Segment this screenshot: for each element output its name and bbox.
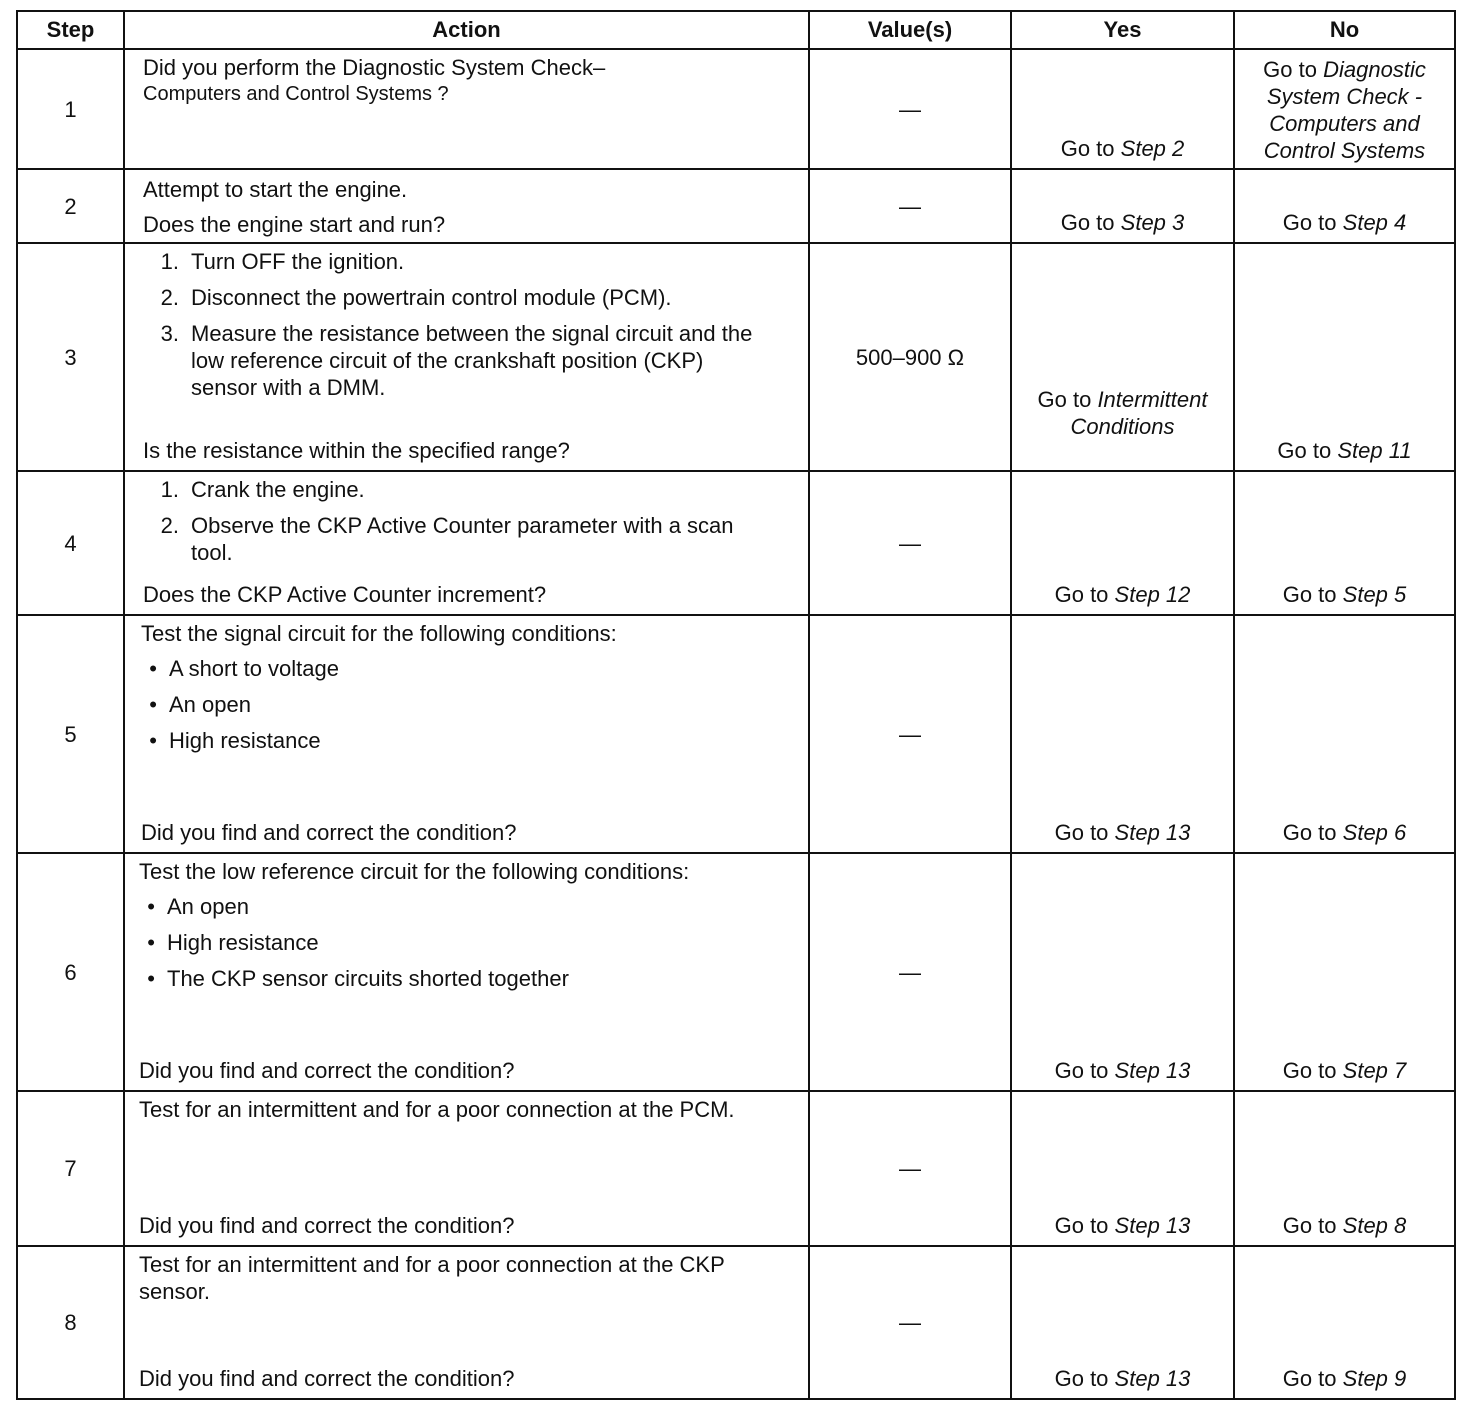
goto-link (1235, 581, 1454, 614)
goto-prefix: Go to (1054, 1366, 1109, 1391)
step-number: 4 (17, 471, 124, 615)
goto-link (1235, 1212, 1454, 1245)
list-number: 1. (160, 477, 179, 502)
list-item (133, 320, 800, 401)
goto-prefix: Go to (1054, 820, 1109, 845)
list-item (139, 965, 800, 992)
action-text: Test the low reference circuit for the following conditions: (139, 859, 690, 884)
no-cell (1234, 169, 1455, 243)
goto-prefix: Go to (1277, 438, 1332, 463)
goto-prefix: Go to (1282, 820, 1337, 845)
action-cell (124, 471, 809, 615)
list-text: Measure the resistance between the signal circuit and the low reference circuit of the crankshaft position (CKP) sensor with a DMM. (191, 321, 753, 400)
header-yes: Yes (1011, 11, 1234, 49)
no-cell (1234, 471, 1455, 615)
value-cell: — (809, 1246, 1011, 1399)
action-text: Test for an intermittent and for a poor connection at the CKP sensor. (139, 1252, 725, 1304)
yes-cell (1011, 169, 1234, 243)
goto-link (1235, 437, 1454, 470)
no-cell (1234, 1246, 1455, 1399)
goto-prefix: Go to (1282, 210, 1337, 235)
header-row (17, 11, 1455, 49)
list-text: Observe the CKP Active Counter parameter with a scan tool. (191, 513, 734, 565)
action-question: Did you find and correct the condition? (141, 820, 517, 845)
value-cell: — (809, 615, 1011, 853)
value-cell: 500–900 Ω (809, 243, 1011, 471)
table-row (17, 243, 1455, 471)
action-text: Computers and Control Systems ? (143, 83, 449, 105)
goto-prefix: Go to (1263, 57, 1317, 82)
no-cell (1234, 243, 1455, 471)
goto-ref: Step 13 (1114, 1213, 1191, 1238)
list-text: Crank the engine. (191, 477, 365, 502)
list-number: 2. (160, 285, 179, 310)
action-cell (124, 1246, 809, 1399)
goto-link (1012, 1212, 1233, 1245)
goto-link (1235, 50, 1454, 168)
header-no: No (1234, 11, 1455, 49)
list-item (133, 248, 800, 275)
goto-link (1235, 209, 1454, 242)
goto-ref: Diagnostic System Check - Computers and Control Systems (1263, 57, 1426, 163)
goto-ref: Step 9 (1342, 1366, 1407, 1391)
no-cell (1234, 853, 1455, 1091)
action-question: Does the CKP Active Counter increment? (143, 582, 547, 607)
goto-ref: Step 13 (1114, 820, 1191, 845)
goto-ref: Step 11 (1337, 438, 1412, 463)
header-action: Action (124, 11, 809, 49)
goto-link (1012, 209, 1233, 242)
action-cell (124, 615, 809, 853)
action-text: Attempt to start the engine. (143, 177, 408, 202)
yes-cell (1011, 471, 1234, 615)
goto-ref: Step 13 (1114, 1058, 1191, 1083)
step-number: 7 (17, 1091, 124, 1246)
list-item (141, 655, 800, 682)
table-row (17, 853, 1455, 1091)
list-text: An open (167, 894, 249, 919)
goto-link (1012, 1365, 1233, 1398)
goto-prefix: Go to (1054, 1058, 1109, 1083)
action-question: Is the resistance within the specified range? (143, 438, 570, 463)
goto-ref: Step 4 (1342, 210, 1407, 235)
yes-cell (1011, 1246, 1234, 1399)
step-number: 8 (17, 1246, 124, 1399)
list-item (141, 691, 800, 718)
goto-prefix: Go to (1282, 582, 1337, 607)
yes-cell (1011, 853, 1234, 1091)
action-question: Did you find and correct the condition? (139, 1058, 515, 1083)
action-question: Does the engine start and run? (143, 212, 446, 237)
list-text: Disconnect the powertrain control module (PCM). (191, 285, 672, 310)
goto-link (1235, 1057, 1454, 1090)
action-text: Did you perform the Diagnostic System Check– (143, 55, 606, 80)
list-text: A short to voltage (169, 656, 339, 681)
list-text: Turn OFF the ignition. (191, 249, 405, 274)
action-cell (124, 1091, 809, 1246)
goto-link (1012, 581, 1233, 614)
goto-link (1012, 1057, 1233, 1090)
goto-prefix: Go to (1037, 387, 1092, 412)
step-number: 3 (17, 243, 124, 471)
list-text: High resistance (169, 728, 321, 753)
table-row (17, 49, 1455, 169)
list-number: 1. (160, 249, 179, 274)
list-item (139, 929, 800, 956)
action-cell (124, 853, 809, 1091)
yes-cell (1011, 49, 1234, 169)
list-number: 2. (160, 513, 179, 538)
action-cell (124, 169, 809, 243)
bullet: • (149, 692, 157, 717)
yes-cell (1011, 243, 1234, 471)
goto-ref: Step 13 (1114, 1366, 1191, 1391)
no-cell (1234, 1091, 1455, 1246)
yes-cell (1011, 615, 1234, 853)
goto-prefix: Go to (1060, 136, 1115, 161)
goto-ref: Step 5 (1342, 582, 1407, 607)
goto-ref: Step 6 (1342, 820, 1407, 845)
action-cell (124, 243, 809, 471)
no-cell (1234, 49, 1455, 169)
step-number: 1 (17, 49, 124, 169)
goto-ref: Step 7 (1342, 1058, 1407, 1083)
goto-link (1012, 819, 1233, 852)
goto-link (1235, 1365, 1454, 1398)
list-text: An open (169, 692, 251, 717)
value-cell: — (809, 853, 1011, 1091)
value-cell: — (809, 49, 1011, 169)
action-text: Test for an intermittent and for a poor connection at the PCM. (139, 1097, 735, 1122)
yes-cell (1011, 1091, 1234, 1246)
goto-prefix: Go to (1060, 210, 1115, 235)
bullet: • (147, 930, 155, 955)
list-item (133, 284, 800, 311)
value-cell: — (809, 1091, 1011, 1246)
table-row (17, 471, 1455, 615)
diagnostic-table (16, 10, 1456, 1400)
list-text: High resistance (167, 930, 319, 955)
goto-ref: Step 8 (1342, 1213, 1407, 1238)
value-cell: — (809, 169, 1011, 243)
action-question: Did you find and correct the condition? (139, 1366, 515, 1391)
header-values: Value(s) (809, 11, 1011, 49)
table-row (17, 169, 1455, 243)
bullet: • (147, 894, 155, 919)
no-cell (1234, 615, 1455, 853)
goto-prefix: Go to (1054, 1213, 1109, 1238)
bullet: • (149, 728, 157, 753)
list-text: The CKP sensor circuits shorted together (167, 966, 569, 991)
list-item (133, 476, 800, 503)
action-question: Did you find and correct the condition? (139, 1213, 515, 1238)
step-number: 2 (17, 169, 124, 243)
table-row (17, 1246, 1455, 1399)
step-number: 5 (17, 615, 124, 853)
list-item (141, 727, 800, 754)
table-row (17, 615, 1455, 853)
value-cell: — (809, 471, 1011, 615)
bullet: • (149, 656, 157, 681)
goto-prefix: Go to (1282, 1058, 1337, 1083)
goto-link (1235, 819, 1454, 852)
goto-ref: Step 2 (1120, 136, 1185, 161)
step-number: 6 (17, 853, 124, 1091)
list-item (133, 512, 800, 566)
table-row (17, 1091, 1455, 1246)
action-text: Test the signal circuit for the following conditions: (141, 621, 617, 646)
goto-link (1012, 135, 1233, 168)
goto-prefix: Go to (1282, 1366, 1337, 1391)
goto-prefix: Go to (1282, 1213, 1337, 1238)
list-item (139, 893, 800, 920)
goto-link (1012, 386, 1233, 470)
bullet: • (147, 966, 155, 991)
header-step: Step (17, 11, 124, 49)
goto-ref: Step 12 (1114, 582, 1191, 607)
list-number: 3. (160, 321, 179, 346)
goto-ref: Intermittent Conditions (1070, 387, 1208, 439)
goto-prefix: Go to (1054, 582, 1109, 607)
goto-ref: Step 3 (1120, 210, 1185, 235)
action-cell (124, 49, 809, 169)
